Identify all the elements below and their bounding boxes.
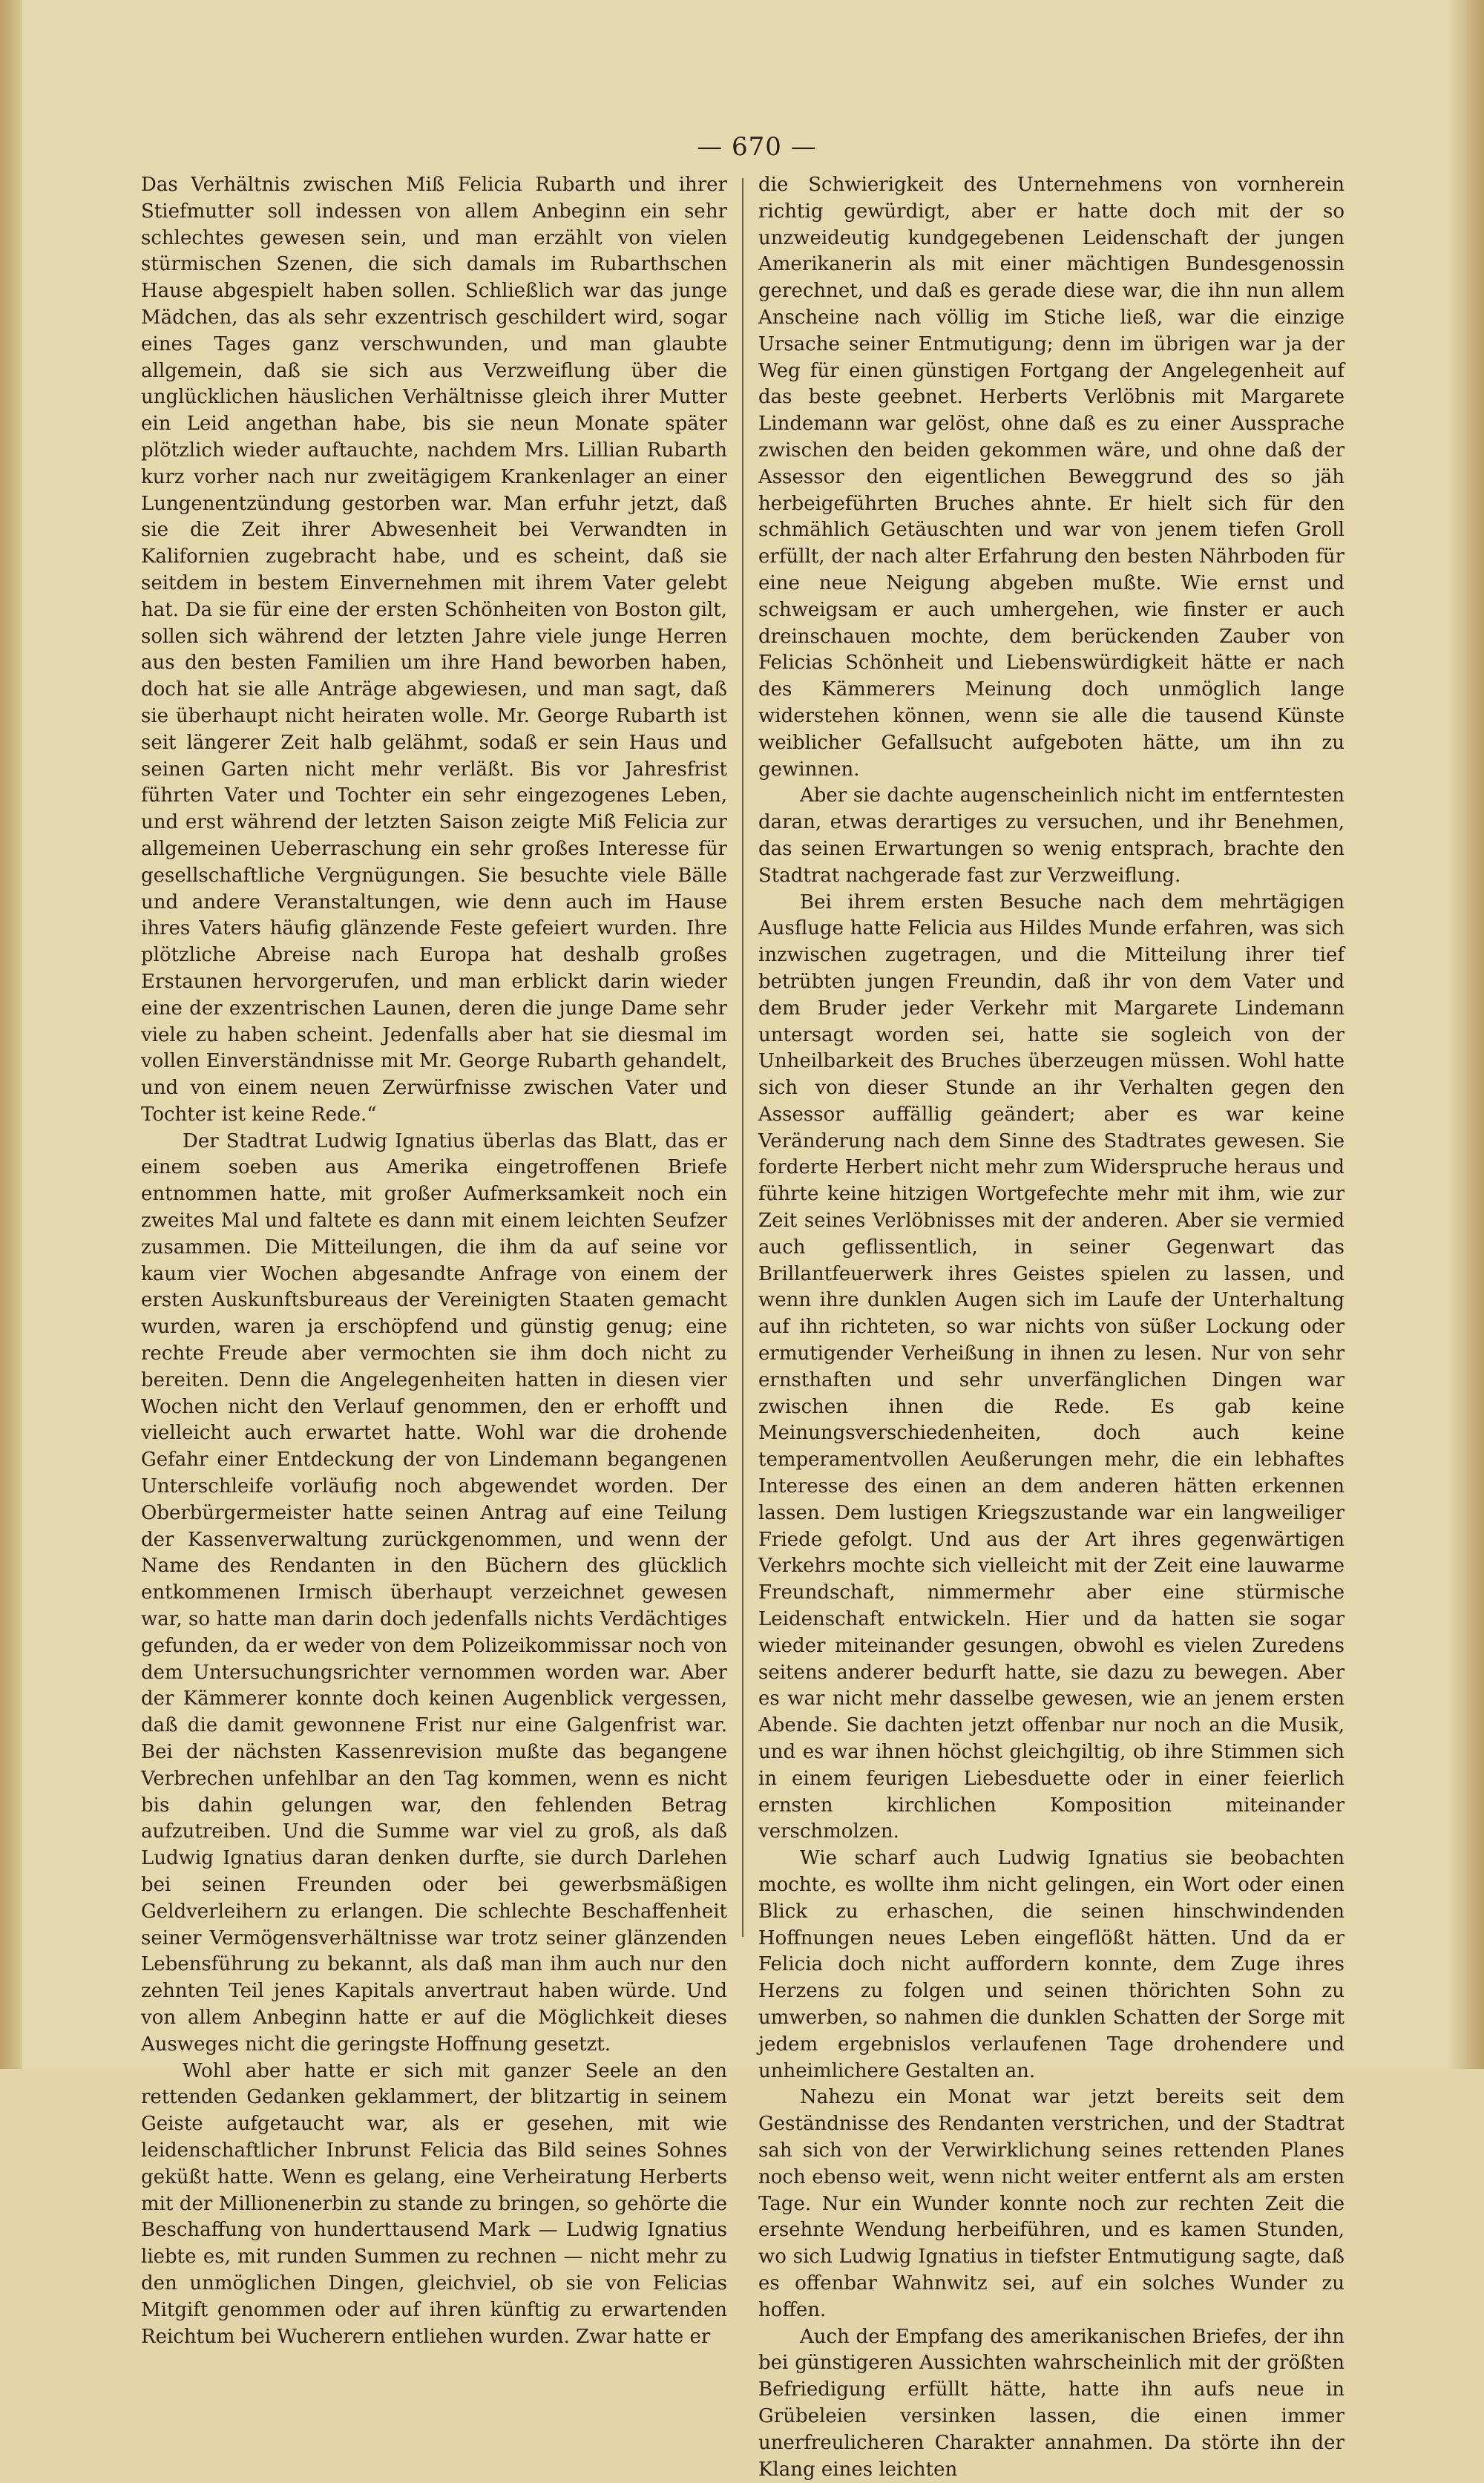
book-gutter-shadow bbox=[1447, 0, 1484, 2069]
paragraph: die Schwierigkeit des Unternehmens von vornherein richtig gewürdigt, aber er hatte doch mit der so unzweideutig kundgegebenen Leidenschaft der jungen Amerikanerin als mit einer mächtigen Bundesgenossin gerechnet, und daß es gerade diese war, die ihn nun allem Anscheine nach völlig im Stiche ließ, war die einzige Ursache seiner Entmutigung; denn im übrigen war ja der Weg für einen günstigen Fortgang der Angelegenheit auf das beste geebnet. Herberts Verlöbnis mit Margarete Lindemann war gelöst, ohne daß es zu einer Aussprache zwischen den beiden gekommen wäre, und ohne daß der Assessor den eigentlichen Beweggrund des so jäh herbeigeführten Bruches ahnte. Er hielt sich für den schmählich Getäuschten und war von jenem tiefen Groll erfüllt, der nach alter Erfahrung den besten Nährboden für eine neue Neigung abgeben mußte. Wie ernst und schweigsam er auch umhergehen, wie finster er auch dreinschauen mochte, dem berückenden Zauber von Felicias Schönheit und Liebenswürdigkeit hätte er nach des Kämmerers Meinung doch unmöglich lange widerstehen können, wenn sie alle die tausend Künste weiblicher Gefallsucht aufgeboten hätte, um ihn zu gewinnen. bbox=[758, 174, 1345, 781]
column-divider bbox=[742, 178, 743, 1937]
paragraph: Wohl aber hatte er sich mit ganzer Seele an den rettenden Gedanken geklammert, der blitzartig in seinem Geiste aufgetaucht war, als er gesehen, mit wie leidenschaftlicher Inbrunst Felicia das Bild seines Sohnes geküßt hatte. Wenn es gelang, eine Verheiratung Herberts mit der Millionenerbin zu stande zu bringen, so gehörte die Beschaffung von hunderttausend Mark — Ludwig Ignatius liebte es, mit runden Summen zu rechnen — nicht mehr zu den unmöglichen Dingen, gleichviel, ob sie von Felicias Mitgift genommen oder auf ihren künftig zu erwartenden Reichtum bei Wucherern entliehen wurden. Zwar hatte er bbox=[141, 2059, 727, 2348]
book-page-edge bbox=[0, 0, 22, 2069]
paragraph: Auch der Empfang des amerikanischen Briefes, der ihn bei günstigeren Aussichten wahrscheinlich mit der größten Befriedigung erfüllt hätte, hatte ihn aufs neue in Grübeleien versinken lassen, die einen immer unerfreulicheren Charakter annahmen. Da störte ihn der Klang eines leichten bbox=[758, 2325, 1345, 2481]
paragraph: Wie scharf auch Ludwig Ignatius sie beobachten mochte, es wollte ihm nicht gelingen, ein Wort oder einen Blick zu erhaschen, die seinen hinschwindenden Hoffnungen neues Leben eingeflößt hätten. Und da er Felicia doch nicht auffordern konnte, dem Zuge ihres Herzens zu folgen und seinen thörichten Sohn zu umwerben, so nahmen die dunklen Schatten der Sorge mit jedem ergebnislos verlaufenen Tage drohendere und unheimlichere Gestalten an. bbox=[758, 1847, 1345, 2082]
paragraph: Aber sie dachte augenscheinlich nicht im entferntesten daran, etwas derartiges zu versuchen, und ihr Benehmen, das seinen Erwartungen so wenig entsprach, brachte den Stadtrat nachgerade fast zur Verzweiflung. bbox=[758, 784, 1345, 887]
paragraph: Bei ihrem ersten Besuche nach dem mehrtägigen Ausfluge hatte Felicia aus Hildes Munde erfahren, was sich inzwischen zugetragen, und die Mitteilung ihrer tief betrübten jungen Freundin, daß ihr von dem Vater und dem Bruder jeder Verkehr mit Margarete Lindemann untersagt worden sei, hatte sie sogleich von der Unheilbarkeit des Bruches überzeugen müssen. Wohl hatte sich von dieser Stunde an ihr Verhalten gegen den Assessor auffällig geändert; aber es war keine Veränderung nach dem Sinne des Stadtrates gewesen. Sie forderte Herbert nicht mehr zum Widerspruche heraus und führte keine hitzigen Wortgefechte mehr mit ihm, wie zur Zeit seines Verlöbnisses mit der anderen. Aber sie vermied auch geflissentlich, in seiner Gegenwart das Brillantfeuerwerk ihres Geistes spielen zu lassen, und wenn ihre dunklen Augen sich im Laufe der Unterhaltung auf ihn richteten, so war nichts von süßer Lockung oder ermutigender Verheißung in ihnen zu lesen. Nur von sehr ernsthaften und sehr unverfänglichen Dingen war zwischen ihnen die Rede. Es gab keine Meinungsverschiedenheiten, doch auch keine temperamentvollen Aeußerungen mehr, die ein lebhaftes Interesse des einen an dem anderen hätten erkennen lassen. Dem lustigen Kriegszustande war ein langweiliger Friede gefolgt. Und aus der Art ihres gegenwärtigen Verkehrs mochte sich vielleicht mit der Zeit eine lauwarme Freundschaft, nimmermehr aber eine stürmische Leidenschaft entwickeln. Hier und da hatten sie sogar wieder miteinander gesungen, obwohl es vielen Zuredens seitens anderer bedurft hatte, sie dazu zu bewegen. Aber es war nicht mehr dasselbe gewesen, wie an jenem ersten Abende. Sie dachten jetzt offenbar nur noch an die Musik, und es war ihnen höchst gleichgiltig, ob ihre Stimmen sich in einem feurigen Liebesduette oder in einer feierlich ernsten kirchlichen Komposition miteinander verschmolzen. bbox=[758, 890, 1345, 1843]
page-number: — 670 — bbox=[697, 132, 817, 162]
paragraph: Der Stadtrat Ludwig Ignatius überlas das Blatt, das er einem soeben aus Amerika eingetroffenen Briefe entnommen hatte, mit großer Aufmerksamkeit noch ein zweites Mal und faltete es dann mit einem leichten Seufzer zusammen. Die Mitteilungen, die ihm da auf seine vor kaum vier Wochen abgesandte Anfrage von einem der ersten Auskunftsbureaus der Vereinigten Staaten gemacht wurden, waren ja erschöpfend und günstig genug; eine rechte Freude aber vermochten sie ihm doch nicht zu bereiten. Denn die Angelegenheiten hatten in diesen vier Wochen nicht den Verlauf genommen, den er erhofft und vielleicht auch erwartet hatte. Wohl war die drohende Gefahr einer Entdeckung der von Lindemann begangenen Unterschleife vorläufig noch abgewendet worden. Der Oberbürgermeister hatte seinen Antrag auf eine Teilung der Kassenverwaltung zurückgenommen, und wenn der Name des Rendanten in den Büchern des glücklich entkommenen Irmisch überhaupt verzeichnet gewesen war, so hatte man darin doch jedenfalls nichts Verdächtiges gefunden, da er weder von dem Polizeikommissar noch von dem Untersuchungsrichter vernommen worden war. Aber der Kämmerer konnte doch keinen Augenblick vergessen, daß die damit gewonnene Frist nur eine Galgenfrist war. Bei der nächsten Kassenrevision mußte das begangene Verbrechen unfehlbar an den Tag kommen, wenn es nicht bis dahin gelungen war, den fehlenden Betrag aufzutreiben. Und die Summe war viel zu groß, als daß Ludwig Ignatius daran denken durfte, sie durch Darlehen bei seinen Freunden oder bei gewerbsmäßigen Geldverleihern zu erlangen. Die schlechte Beschaffenheit seiner Vermögensverhältnisse war trotz seiner glänzenden Lebensführung zu bekannt, als daß man ihm auch nur den zehnten Teil jenes Kapitals anvertraut haben würde. Und von allem Anbeginn hatte er auf die Möglichkeit dieses Ausweges nicht die geringste Hoffnung gesetzt. bbox=[141, 1129, 727, 2056]
right-text-column bbox=[758, 172, 1345, 2481]
paragraph: Nahezu ein Monat war jetzt bereits seit dem Geständnisse des Rendanten verstrichen, und der Stadtrat sah sich von der Verwirklichung seines rettenden Planes noch ebenso weit, wenn nicht weiter entfernt als am ersten Tage. Nur ein Wunder konnte noch zur rechten Zeit die ersehnte Wendung herbeiführen, und es kamen Stunden, wo sich Ludwig Ignatius in tiefster Entmutigung sagte, daß es offenbar Wahnwitz sei, auf ein solches Wunder zu hoffen. bbox=[758, 2086, 1345, 2321]
paragraph: Das Verhältnis zwischen Miß Felicia Rubarth und ihrer Stiefmutter soll indessen von allem Anbeginn ein sehr schlechtes gewesen sein, und man erzählt von vielen stürmischen Szenen, die sich damals im Rubarthschen Hause abgespielt haben sollen. Schließlich war das junge Mädchen, das als sehr exzentrisch geschildert wird, sogar eines Tages ganz verschwunden, und man glaubte allgemein, daß sie sich aus Verzweiflung über die unglücklichen häuslichen Verhältnisse gleich ihrer Mutter ein Leid angethan habe, bis sie neun Monate später plötzlich wieder auftauchte, nachdem Mrs. Lillian Rubarth kurz vorher nach nur zweitägigem Krankenlager an einer Lungenentzündung gestorben war. Man erfuhr jetzt, daß sie die Zeit ihrer Abwesenheit bei Verwandten in Kalifornien zugebracht habe, und es scheint, daß sie seitdem in bestem Einvernehmen mit ihrem Vater gelebt hat. Da sie für eine der ersten Schönheiten von Boston gilt, sollen sich während der letzten Jahre viele junge Herren aus den besten Familien um ihre Hand beworben haben, doch hat sie alle Anträge abgewiesen, und man sagt, daß sie überhaupt nicht heiraten wolle. Mr. George Rubarth ist seit längerer Zeit halb gelähmt, sodaß er sein Haus und seinen Garten nicht mehr verläßt. Bis vor Jahresfrist führten Vater und Tochter ein sehr eingezogenes Leben, und erst während der letzten Saison zeigte Miß Felicia zur allgemeinen Ueberraschung ein sehr großes Interesse für gesellschaftliche Vergnügungen. Sie besuchte viele Bälle und andere Veranstaltungen, wie denn auch im Hause ihres Vaters häufig glänzende Feste gefeiert wurden. Ihre plötzliche Abreise nach Europa hat deshalb großes Erstaunen hervorgerufen, und man erblickt darin wieder eine der exzentrischen Launen, deren die junge Dame sehr viele zu haben scheint. Jedenfalls aber hat sie diesmal im vollen Einverständnisse mit Mr. George Rubarth gehandelt, und von einem neuen Zerwürfnisse zwischen Vater und Tochter ist keine Rede.“ bbox=[141, 174, 727, 1126]
left-text-column bbox=[141, 172, 727, 2348]
